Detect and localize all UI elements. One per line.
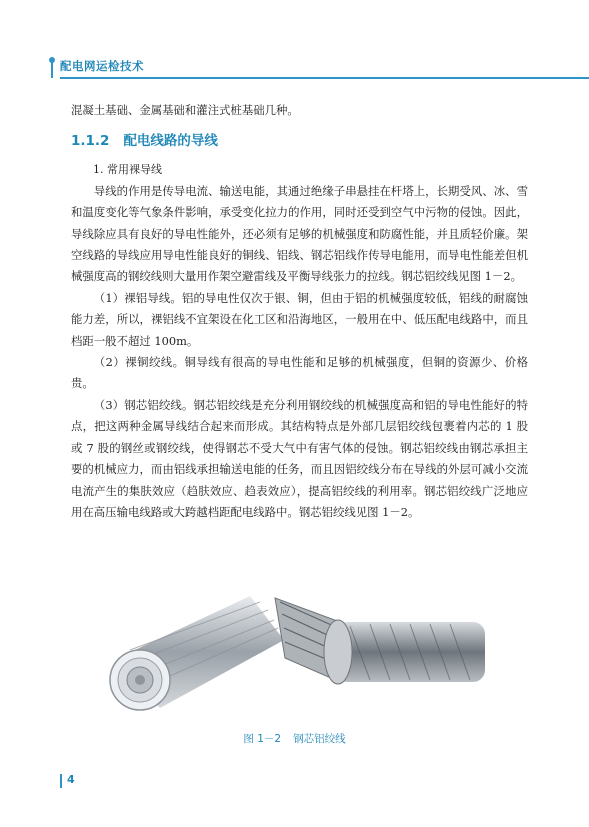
section-title: 配电线路的导线: [123, 133, 218, 150]
paragraph-conductor-role: 导线的作用是传导电流、输送电能，其通过绝缘子串悬挂在杆塔上，长期受风、冰、雪和温度变化等气象条件影响，承受变化拉力的作用，同时还受到空气中污物的侵蚀。因此，导线除应具有良好的导电性能外，还必须有足够的机械强度和防腐性能，并且质轻价廉。架空线路的导线应用导电性能良好的铜线、铝线、钢芯铝线作传导电能用，而导电性能差但机械强度高的钢绞线则大量用作架空避雷线及平衡导线张力的拉线。钢芯铝绞线见图 1－2。: [71, 183, 528, 284]
paragraph-bare-aluminum: （1）裸铝导线。铝的导电性仅次于银、铜，但由于铝的机械强度较低，铝线的耐腐蚀能力差，所以，裸铝线不宜架设在化工区和沿海地区，一般用在中、低压配电线路中，而且档距一般不超过 100m。: [71, 290, 528, 348]
footer-rule: [60, 774, 62, 788]
header-rule: [60, 77, 589, 79]
figure-label: 图 1－2: [243, 733, 282, 745]
intro-paragraph: 混凝土基础、金属基础和灌注式桩基础几种。: [71, 103, 299, 117]
header-pin-icon: [48, 56, 56, 78]
acsr-cable-figure: [100, 588, 500, 718]
cable-photo-left: [110, 596, 284, 710]
subsection-title: 1. 常用裸导线: [93, 163, 162, 177]
paragraph-acsr: （3）钢芯铝绞线。钢芯铝绞线是充分利用钢绞线的机械强度高和铝的导电性能好的特点，把这两种金属导线结合起来而形成。其结构特点是外部几层铝绞线包裹着内芯的 1 股或 7 股的钢丝或钢绞线，使得钢芯不受大气中有害气体的侵蚀。钢芯铝绞线由钢芯承担主要的机械应力，而由铝线承担输送电能的任务，而且因铝绞线分布在导线的外层可减小交流电流产生的集肤效应（趋肤效应、趋表效应），提高铝绞线的利用率。钢芯铝绞线广泛地应用在高压输电线路或大跨越档距配电线路中。钢芯铝绞线见图 1－2。: [71, 397, 528, 519]
figure-caption: [0, 731, 589, 746]
cable-photo-right: [275, 598, 485, 684]
paragraph-bare-copper: （2）裸铜绞线。铜导线有很高的导电性能和足够的机械强度，但铜的资源少、价格贵。: [71, 355, 528, 391]
page-body: [71, 100, 528, 523]
section-heading: [71, 129, 528, 153]
running-header-title: 配电网运检技术: [60, 59, 144, 73]
page-number: 4: [67, 773, 75, 786]
figure-caption-text: 钢芯铝绞线: [293, 733, 346, 745]
section-number: 1.1.2: [71, 133, 110, 150]
